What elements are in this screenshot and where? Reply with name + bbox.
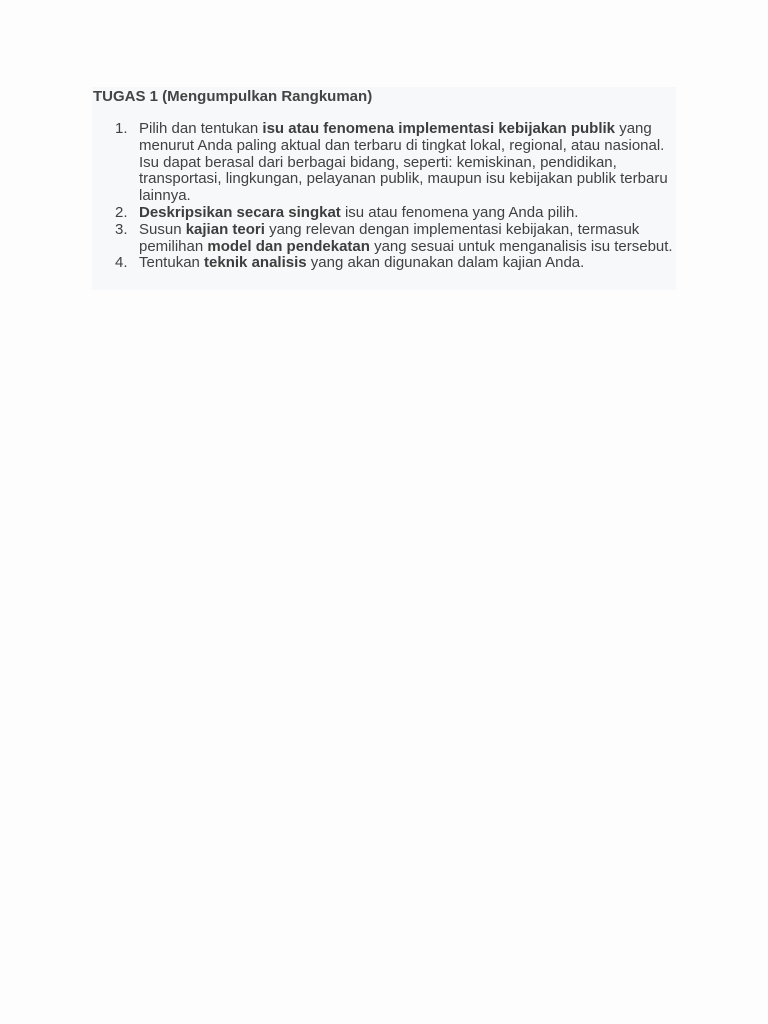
task-number: 3. (115, 220, 128, 238)
task-emphasis: model dan pendekatan (207, 237, 370, 255)
task-text-segment: isu atau fenomena yang Anda pilih. (340, 203, 579, 221)
task-text-segment: yang menurut Anda paling aktual dan terbaru di tingkat lokal, regional, atau nasional. Isu dapat berasal dari berbagai bidang, seperti: kemiskinan, pendidikan, transportasi, lingkungan, pelayanan publik, maupun isu kebijakan publik terbaru lainnya. (139, 120, 668, 205)
task-item-3 (92, 222, 676, 256)
task-emphasis: teknik analisis (204, 254, 307, 272)
task-text-segment: yang sesuai untuk menganalisis isu tersebut. (369, 237, 673, 255)
assignment-block (92, 87, 676, 290)
task-text-segment: Pilih dan tentukan (139, 120, 263, 137)
task-emphasis: isu atau fenomena implementasi kebijakan publik (262, 120, 616, 137)
task-text (139, 221, 673, 255)
task-text-segment: Tentukan (139, 254, 205, 272)
task-emphasis: Deskripsikan secara singkat (139, 203, 341, 221)
task-text (139, 120, 668, 204)
task-number: 2. (115, 203, 128, 221)
task-item-4 (92, 255, 676, 272)
task-text (139, 204, 578, 221)
assignment-title: TUGAS 1 (Mengumpulkan Rangkuman) (93, 88, 373, 105)
task-text (139, 254, 584, 271)
task-text-segment: Susun (139, 220, 186, 238)
task-emphasis: kajian teori (185, 220, 265, 238)
task-item-1 (92, 121, 676, 205)
task-list (92, 121, 676, 272)
task-text-segment: yang akan digunakan dalam kajian Anda. (306, 254, 585, 272)
task-number: 1. (115, 120, 128, 137)
task-item-2 (92, 205, 676, 222)
task-text-segment: yang relevan dengan implementasi kebijakan, termasuk pemilihan (139, 220, 640, 255)
task-number: 4. (115, 254, 128, 272)
